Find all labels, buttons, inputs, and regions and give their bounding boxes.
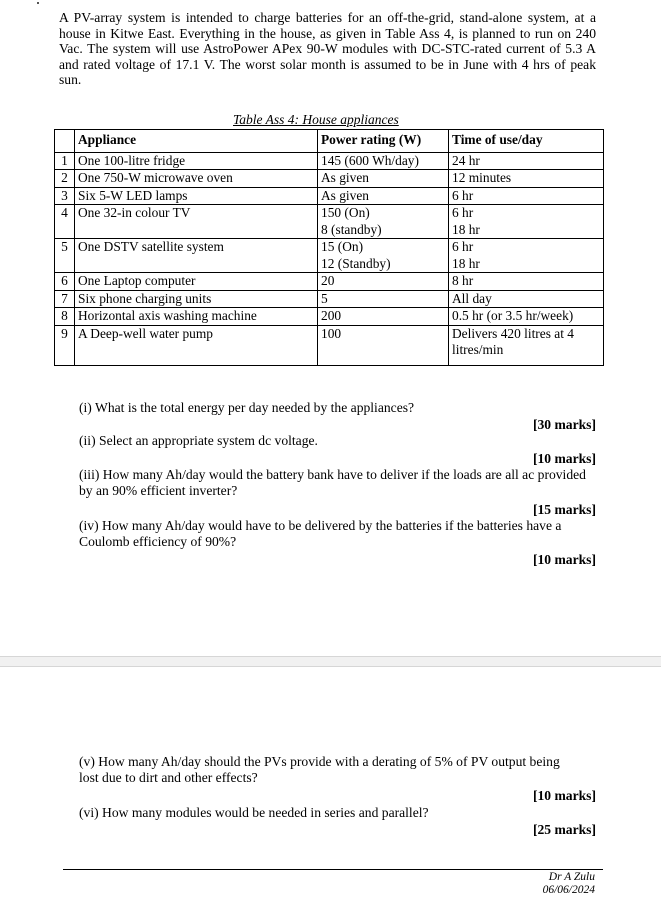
time-cell (449, 308, 604, 326)
row-number: 7 (55, 290, 75, 308)
appliance-cell: Six 5-W LED lamps (75, 187, 318, 205)
power-value: 200 (321, 308, 342, 323)
header-number (55, 130, 75, 153)
time-value: 0.5 hr (or 3.5 hr/week) (452, 308, 574, 323)
time-value: All day (452, 290, 492, 306)
document-date: 06/06/2024 (542, 884, 595, 896)
author-name: Dr A Zulu (548, 871, 595, 883)
appliance-cell: One 100-litre fridge (75, 152, 318, 170)
power-cell (318, 308, 449, 326)
question-1: (i) What is the total energy per day needed by the appliances? (79, 400, 415, 415)
appliance-cell: Horizontal axis washing machine (75, 308, 318, 326)
row-number: 3 (55, 187, 75, 205)
header-appliance: Appliance (75, 130, 318, 153)
appliances-table (54, 129, 604, 366)
table-caption: Table Ass 4: House appliances (233, 112, 399, 127)
power-cell (318, 152, 449, 170)
time-cell (449, 152, 604, 170)
question-3: (iii) How many Ah/day would the battery bank have to deliver if the loads are all ac provided by an 90% efficient inverter? (79, 467, 586, 498)
power-value: 5 (321, 290, 328, 306)
question-4: (iv) How many Ah/day would have to be delivered by the batteries if the batteries have a Coulomb efficiency of 90%? (79, 518, 562, 549)
time-cell (449, 273, 604, 291)
power-cell (318, 205, 449, 239)
power-cell (318, 239, 449, 273)
table-row (55, 239, 604, 273)
header-power: Power rating (W) (318, 130, 449, 153)
power-value: 20 (321, 273, 335, 288)
table-row (55, 325, 604, 365)
power-cell (318, 170, 449, 188)
time-cell (449, 325, 604, 365)
time-cell (449, 239, 604, 273)
time-cell (449, 205, 604, 239)
power-value: 145 (600 Wh/day) (321, 152, 419, 168)
header-time: Time of use/day (449, 130, 604, 153)
row-number: 2 (55, 170, 75, 188)
power-value: 15 (On) (321, 239, 364, 254)
time-value: 24 hr (452, 152, 480, 168)
question-6: (vi) How many modules would be needed in series and parallel? (79, 805, 429, 820)
time-value: 8 hr (452, 273, 474, 288)
stray-dot (37, 2, 39, 4)
appliance-cell: A Deep-well water pump (75, 325, 318, 365)
question-5-marks: [10 marks] (532, 788, 596, 803)
power-cell (318, 273, 449, 291)
power-value: 100 (321, 325, 342, 341)
table-row (55, 290, 604, 308)
row-number: 4 (55, 205, 75, 239)
question-3-marks: [15 marks] (532, 502, 596, 517)
appliance-cell: One 750-W microwave oven (75, 170, 318, 188)
table-row (55, 308, 604, 326)
power-cell (318, 325, 449, 365)
footer (543, 871, 595, 897)
row-number: 5 (55, 239, 75, 273)
appliance-cell: One Laptop computer (75, 273, 318, 291)
page-break (0, 656, 661, 667)
footer-rule (63, 869, 603, 870)
appliance-cell: Six phone charging units (75, 290, 318, 308)
question-1-marks: [30 marks] (532, 417, 596, 432)
time-cell (449, 290, 604, 308)
power-value: 12 (Standby) (321, 255, 391, 271)
time-value: 6 hr (452, 205, 474, 220)
question-2: (ii) Select an appropriate system dc voltage. (79, 433, 318, 448)
power-value: As given (321, 170, 369, 185)
time-value: 18 hr (452, 255, 480, 271)
row-number: 9 (55, 325, 75, 365)
table-row (55, 273, 604, 291)
question-4-marks: [10 marks] (532, 552, 596, 567)
time-cell (449, 187, 604, 205)
power-cell (318, 187, 449, 205)
table-row (55, 187, 604, 205)
time-value: 6 hr (452, 187, 474, 203)
row-number: 1 (55, 152, 75, 170)
intro-paragraph: A PV-array system is intended to charge batteries for an off-the-grid, stand-alone system, at a house in Kitwe East. Everything in the house, as given in Table Ass 4, is planned to run on 240 Vac. The system will use AstroPower APex 90-W modules with DC-STC-rated current of 5.3 A and rated voltage of 17.1 V. The worst solar month is assumed to be in June with 4 hrs of peak sun. (59, 10, 596, 88)
row-number: 6 (55, 273, 75, 291)
time-value: 6 hr (452, 239, 474, 254)
row-number: 8 (55, 308, 75, 326)
power-cell (318, 290, 449, 308)
power-value: 150 (On) (321, 205, 370, 220)
question-6-marks: [25 marks] (532, 822, 596, 837)
table-row (55, 152, 604, 170)
time-value: 12 minutes (452, 170, 512, 185)
time-value: 18 hr (452, 221, 480, 237)
table-row (55, 205, 604, 239)
power-value: As given (321, 187, 369, 203)
table-header-row (55, 130, 604, 153)
time-value: Delivers 420 litres at 4 litres/min (452, 325, 574, 357)
appliance-cell: One 32-in colour TV (75, 205, 318, 239)
appliance-cell: One DSTV satellite system (75, 239, 318, 273)
table-row (55, 170, 604, 188)
time-cell (449, 170, 604, 188)
question-5: (v) How many Ah/day should the PVs provide with a derating of 5% of PV output being lost due to dirt and other effects? (79, 754, 560, 785)
question-2-marks: [10 marks] (532, 451, 596, 466)
power-value: 8 (standby) (321, 221, 382, 237)
